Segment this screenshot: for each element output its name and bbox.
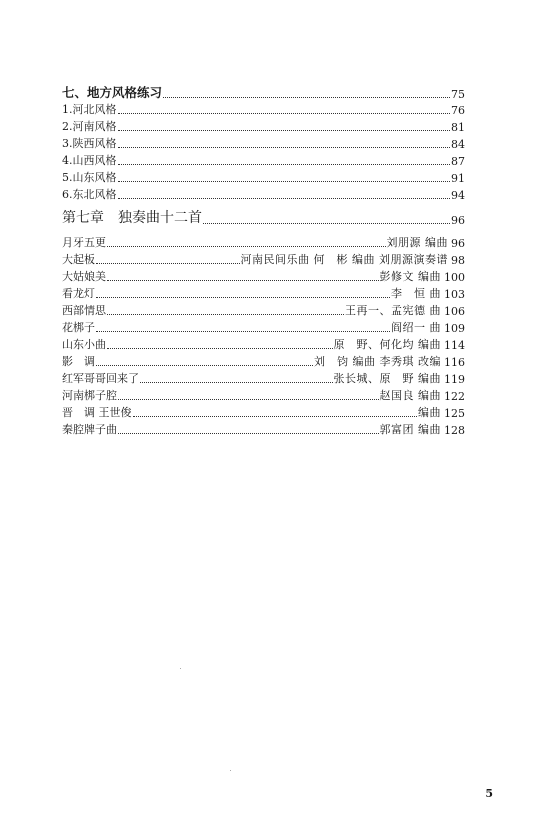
- piece-page: 119: [444, 373, 465, 386]
- piece-title: 晋 调 王世俊: [62, 406, 132, 419]
- section-title: 七、地方风格练习: [62, 85, 163, 100]
- leader-dots: [118, 130, 451, 131]
- toc-item-page: 84: [451, 138, 465, 151]
- leader-dots: [118, 113, 451, 114]
- piece-item[interactable]: [62, 387, 465, 403]
- piece-credit: 赵国良 编曲: [379, 389, 441, 402]
- toc-item-title: 4.山西风格: [62, 154, 117, 167]
- piece-credit: 张长城、原 野 编曲: [333, 372, 441, 385]
- piece-credit: 刘 钧 编曲 李秀琪 改编: [314, 355, 441, 368]
- piece-title: 河南梆子腔: [62, 389, 117, 402]
- piece-item[interactable]: [62, 353, 465, 369]
- leader-dots: [118, 181, 451, 182]
- toc-item[interactable]: [62, 101, 465, 117]
- piece-title: 西部情思: [62, 304, 106, 317]
- leader-dots: [140, 382, 333, 383]
- piece-title: 山东小曲: [62, 338, 106, 351]
- toc-item-title: 3.陕西风格: [62, 137, 117, 150]
- piece-credit: 王再一、孟宪德 曲: [345, 304, 441, 317]
- chapter-heading[interactable]: [62, 207, 465, 227]
- toc-item-page: 76: [451, 104, 465, 117]
- toc-item-page: 91: [451, 172, 465, 185]
- leader-dots: [118, 147, 451, 148]
- section-page: 75: [451, 88, 465, 101]
- toc-item-title: 5.山东风格: [62, 171, 117, 184]
- piece-item[interactable]: [62, 251, 465, 267]
- toc-item-title: 1.河北风格: [62, 103, 117, 116]
- piece-item[interactable]: [62, 319, 465, 335]
- leader-dots: [118, 164, 451, 165]
- scan-speck: [180, 668, 181, 669]
- scan-speck: [230, 770, 231, 771]
- chapter-page: 96: [451, 214, 465, 227]
- piece-credit: 彭修文 编曲: [379, 270, 441, 283]
- piece-page: 100: [444, 271, 465, 284]
- piece-item[interactable]: [62, 302, 465, 318]
- piece-title: 花梆子: [62, 321, 95, 334]
- leader-dots: [107, 246, 386, 247]
- leader-dots: [118, 433, 379, 434]
- toc-item-title: 6.东北风格: [62, 188, 117, 201]
- piece-credit: 原 野、何化均 编曲: [333, 338, 441, 351]
- piece-page: 125: [444, 407, 465, 420]
- leader-dots: [203, 223, 450, 224]
- leader-dots: [163, 97, 450, 98]
- leader-dots: [107, 314, 344, 315]
- toc-item[interactable]: [62, 135, 465, 151]
- piece-page: 96: [451, 237, 465, 250]
- toc-item[interactable]: [62, 186, 465, 202]
- leader-dots: [96, 263, 240, 264]
- piece-item[interactable]: [62, 268, 465, 284]
- piece-credit: 河南民间乐曲 何 彬 编曲 刘朋源演奏谱: [240, 253, 448, 266]
- leader-dots: [107, 348, 333, 349]
- piece-title: 月牙五更: [62, 236, 106, 249]
- toc-item[interactable]: [62, 118, 465, 134]
- piece-page: 122: [444, 390, 465, 403]
- piece-page: 128: [444, 424, 465, 437]
- piece-item[interactable]: [62, 234, 465, 250]
- leader-dots: [118, 198, 451, 199]
- piece-item[interactable]: [62, 421, 465, 437]
- leader-dots: [96, 331, 390, 332]
- piece-title: 秦腔牌子曲: [62, 423, 117, 436]
- chapter-title: 第七章 独奏曲十二首: [62, 210, 202, 226]
- piece-item[interactable]: [62, 285, 465, 301]
- piece-credit: 刘朋源 编曲: [386, 236, 448, 249]
- leader-dots: [96, 297, 390, 298]
- page-number: 5: [485, 787, 493, 800]
- leader-dots: [118, 399, 379, 400]
- piece-item[interactable]: [62, 336, 465, 352]
- piece-page: 109: [444, 322, 465, 335]
- piece-page: 106: [444, 305, 465, 318]
- piece-title: 影 调: [62, 355, 95, 368]
- leader-dots: [107, 280, 379, 281]
- section-heading[interactable]: [62, 83, 465, 101]
- piece-credit: 郭富团 编曲: [379, 423, 441, 436]
- toc-item-title: 2.河南风格: [62, 120, 117, 133]
- toc-item-page: 81: [451, 121, 465, 134]
- leader-dots: [133, 416, 418, 417]
- toc-item[interactable]: [62, 152, 465, 168]
- toc-item-page: 87: [451, 155, 465, 168]
- piece-title: 红军哥哥回来了: [62, 372, 139, 385]
- piece-credit: 李 恒 曲: [391, 287, 441, 300]
- piece-credit: 编曲: [418, 406, 441, 419]
- piece-page: 98: [451, 254, 465, 267]
- piece-item[interactable]: [62, 370, 465, 386]
- piece-title: 大起板: [62, 253, 95, 266]
- piece-page: 114: [444, 339, 465, 352]
- piece-title: 看龙灯: [62, 287, 95, 300]
- piece-item[interactable]: [62, 404, 465, 420]
- piece-title: 大姑娘美: [62, 270, 106, 283]
- piece-page: 103: [444, 288, 465, 301]
- piece-credit: 阎绍一 曲: [391, 321, 441, 334]
- leader-dots: [96, 365, 313, 366]
- piece-page: 116: [444, 356, 465, 369]
- toc-item-page: 94: [451, 189, 465, 202]
- toc-item[interactable]: [62, 169, 465, 185]
